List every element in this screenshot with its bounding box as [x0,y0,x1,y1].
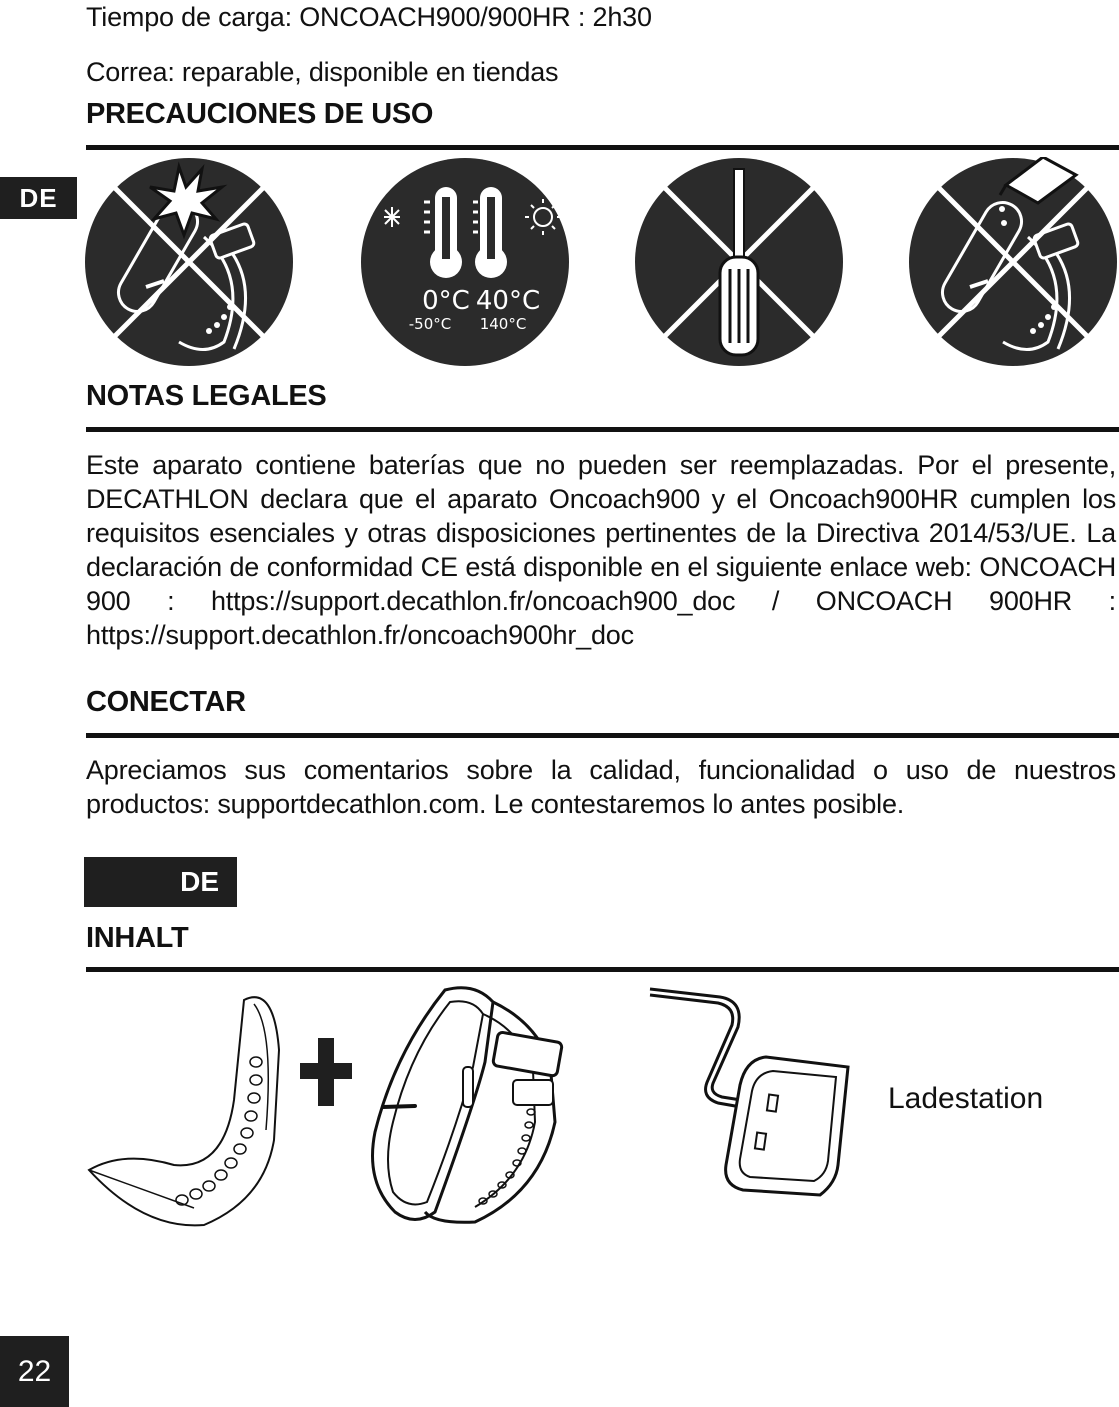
legal-heading: NOTAS LEGALES [86,380,327,412]
side-language-tab: DE [0,177,77,219]
watch-icon [355,982,570,1227]
plus-icon [300,1038,352,1106]
no-chemicals-icon [908,157,1118,367]
temp-high-f: 140°C [479,315,527,333]
contents-heading: INHALT [86,922,189,954]
temperature-range-icon [360,157,570,367]
contents-rule [86,967,1119,972]
temp-low-f: -50°C [408,315,452,333]
charge-time-text: Tiempo de carga: ONCOACH900/900HR : 2h30 [86,2,652,32]
connect-body: Apreciamos sus comentarios sobre la calidad, funcionalidad o uso de nuestros productos: supportdecathlon.com. Le contestaremos lo antes posible. [86,755,1116,819]
no-screwdriver-icon [634,157,844,367]
no-impact-icon [84,157,294,367]
legal-rule [86,427,1119,432]
page-number: 22 [0,1336,69,1407]
language-box: DE [84,857,237,907]
connect-rule [86,733,1119,738]
connect-heading: CONECTAR [86,686,246,718]
temp-high-c: 40°C [475,286,541,316]
charging-station-label: Ladestation [888,1082,1044,1115]
temp-low-c: 0°C [422,286,470,316]
precautions-rule [86,145,1119,150]
precautions-heading: PRECAUCIONES DE USO [86,98,434,130]
legal-body: Este aparato contiene baterías que no pueden ser reemplazadas. Por el presente, DECATHLON declara que el aparato Oncoach900 y el Oncoach900HR cumplen los requisitos esenciales y otras disposiciones pertinentes de la Directiva 2014/53/UE. La declaración de conformidad CE está disponible en el siguiente enlace web: ONCOACH 900 : https://support.decathlon.fr/oncoach900_doc / ONCOACH 900HR : https://support.decathlon.fr/oncoach900hr_doc [86,450,1116,650]
strap-text: Correa: reparable, disponible en tiendas [86,57,559,87]
charging-station-icon [648,985,863,1200]
spare-strap-icon [84,990,294,1230]
